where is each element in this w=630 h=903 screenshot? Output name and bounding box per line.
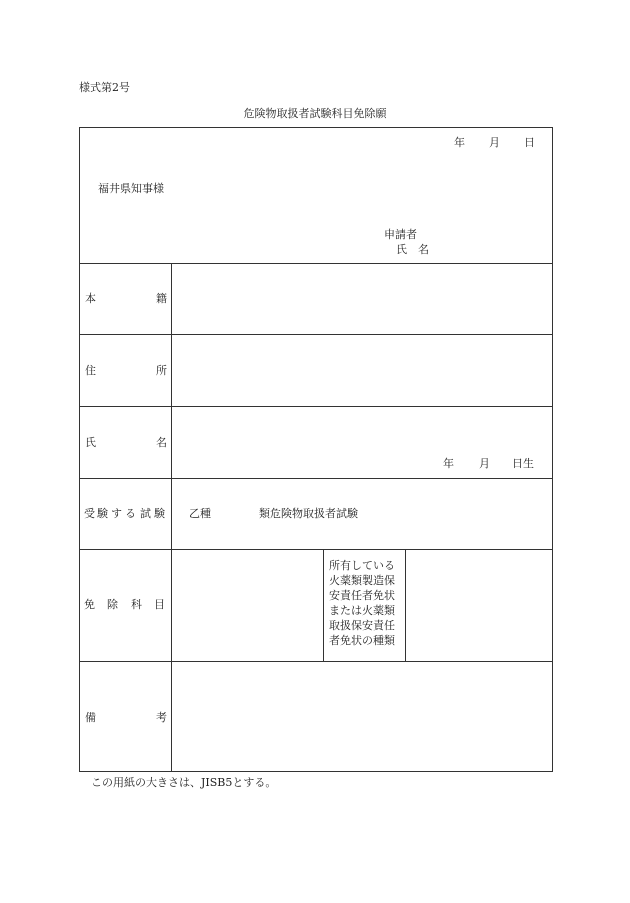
- license-note-line: 者免状の種類: [329, 634, 395, 647]
- exam-label-char: 受: [84, 507, 95, 520]
- exam-label-char: す: [111, 507, 122, 520]
- row-divider: [79, 263, 553, 264]
- address-value-field[interactable]: [173, 336, 551, 405]
- exemption-label-char: 科: [131, 598, 142, 611]
- name-label-char2: 名: [156, 436, 167, 449]
- date-day: 日: [524, 136, 535, 149]
- license-note-line: 安責任者免状: [329, 589, 395, 602]
- table-border-left: [79, 127, 80, 772]
- license-note-line: 所有している: [329, 559, 395, 572]
- exam-label-char: 験: [154, 507, 165, 520]
- footnote: この用紙の大きさは、JISB5とする。: [91, 776, 277, 789]
- exemption-divider-1: [323, 549, 324, 661]
- honseki-label-char1: 本: [85, 292, 96, 305]
- exemption-label-char: 目: [154, 598, 165, 611]
- honseki-label-char2: 籍: [156, 292, 167, 305]
- license-type-note: [329, 559, 403, 649]
- exemption-subjects-field[interactable]: [173, 551, 322, 660]
- exemption-divider-2: [405, 549, 406, 661]
- license-note-line: 火薬類製造保: [329, 574, 395, 587]
- document-title: 危険物取扱者試験科目免除願: [243, 107, 387, 120]
- label-column-divider: [171, 263, 172, 772]
- exam-label-char: 試: [140, 507, 151, 520]
- license-type-field[interactable]: [407, 551, 551, 660]
- remarks-label-char1: 備: [85, 711, 96, 724]
- license-note-line: 取扱保安責任: [329, 619, 395, 632]
- table-border-right: [552, 127, 553, 772]
- address-label-char2: 所: [156, 364, 167, 377]
- addressee: 福井県知事様: [98, 182, 164, 195]
- license-note-line: または火薬類: [329, 604, 395, 617]
- exam-class: 乙種: [189, 507, 211, 520]
- exam-name: 類危険物取扱者試験: [259, 507, 358, 520]
- form-number: 様式第2号: [79, 81, 130, 94]
- row-divider: [79, 661, 553, 662]
- exemption-label-char: 除: [107, 598, 118, 611]
- birth-day: 日生: [512, 457, 534, 470]
- address-label-char1: 住: [85, 364, 96, 377]
- exam-class-number-field[interactable]: [218, 500, 256, 526]
- exam-label-char: 験: [97, 507, 108, 520]
- applicant-name-label: 氏 名: [396, 243, 429, 256]
- birth-year: 年: [443, 457, 454, 470]
- remarks-field[interactable]: [173, 663, 551, 770]
- name-value-field[interactable]: [173, 408, 551, 453]
- remarks-label-char2: 考: [156, 711, 167, 724]
- row-divider: [79, 478, 553, 479]
- table-border-top: [79, 127, 553, 128]
- name-label-char1: 氏: [85, 436, 96, 449]
- date-year: 年: [454, 136, 465, 149]
- table-border-bottom: [79, 771, 553, 772]
- birth-month: 月: [479, 457, 490, 470]
- date-month: 月: [489, 136, 500, 149]
- exemption-label-char: 免: [84, 598, 95, 611]
- exam-label-char: る: [125, 507, 136, 520]
- applicant-label: 申請者: [384, 228, 417, 241]
- row-divider: [79, 549, 553, 550]
- row-divider: [79, 334, 553, 335]
- row-divider: [79, 406, 553, 407]
- honseki-value-field[interactable]: [173, 265, 551, 333]
